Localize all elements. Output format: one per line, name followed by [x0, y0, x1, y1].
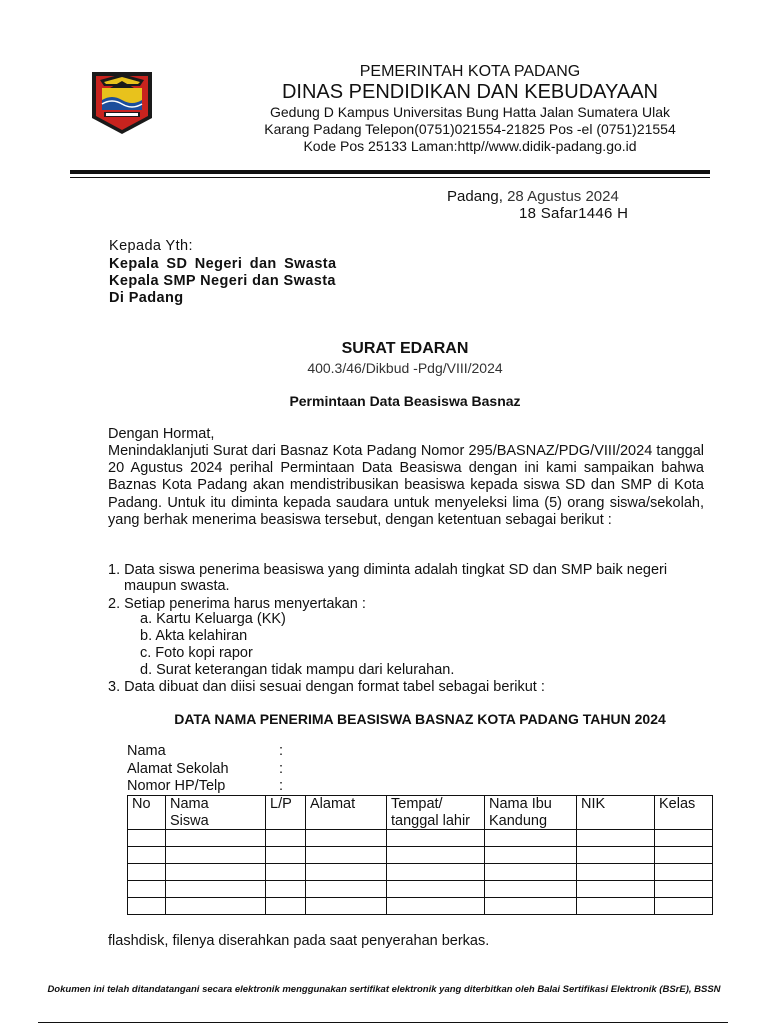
table-row [128, 847, 713, 864]
table-cell [166, 830, 266, 847]
recipient-line-3: Di Padang [109, 290, 184, 306]
col-header-alamat: Alamat [306, 796, 387, 830]
table-cell [577, 881, 655, 898]
col-header-nama-ibu: Nama Ibu Kandung [485, 796, 577, 830]
table-row [128, 864, 713, 881]
table-cell [266, 898, 306, 915]
table-cell [655, 847, 713, 864]
list-subitem-b: b. Akta kelahiran [140, 628, 248, 644]
table-cell [485, 847, 577, 864]
list-subitem-c: c. Foto kopi rapor [140, 645, 253, 661]
list-item-2: 2. Setiap penerima harus menyertakan : [108, 596, 366, 612]
recipient-data-table [127, 795, 713, 915]
date-hijri: 18 Safar1446 H [519, 205, 629, 222]
table-cell [166, 864, 266, 881]
body-paragraph: Menindaklanjuti Surat dari Basnaz Kota Padang Nomor 295/BASNAZ/PDG/VIII/2024 tanggal 20 Agustus 2024 perihal Permintaan Data Beasiswa dengan ini kami sampaikan bahwa Baznas Kota Padang akan mendistribusikan beasiswa kepada siswa SD dan SMP di Kota Padang. Untuk itu diminta kepada saudara untuk menyeleksi lima (5) orang siswa/sekolah, yang berhak menerima beasiswa tersebut, dengan ketentuan sebagai berikut : [108, 443, 704, 528]
field-label: Alamat Sekolah [127, 761, 229, 777]
e-signature-footer: Dokumen ini telah ditandatangani secara elektronik menggunakan sertifikat elektronik yang diterbitkan oleh Balai Sertifikasi Elektronik (BSrE), BSSN [47, 984, 721, 995]
recipient-greeting: Kepada Yth: [109, 238, 193, 254]
data-form-title: DATA NAMA PENERIMA BEASISWA BASNAZ KOTA PADANG TAHUN 2024 [174, 711, 666, 727]
header-department: DINAS PENDIDIKAN DAN KEBUDAYAAN [281, 81, 658, 103]
table-cell [655, 898, 713, 915]
table-cell [128, 830, 166, 847]
table-cell [485, 881, 577, 898]
field-colon: : [279, 743, 284, 759]
table-row [128, 881, 713, 898]
list-item-1: 1. Data siswa penerima beasiswa yang diminta adalah tingkat SD dan SMP baik negeri [108, 562, 668, 578]
table-cell [387, 898, 485, 915]
letter-title: SURAT EDARAN [341, 340, 469, 357]
col-header-kelas: Kelas [655, 796, 713, 830]
table-cell [128, 847, 166, 864]
table-cell [128, 881, 166, 898]
table-cell [166, 847, 266, 864]
table-cell [266, 864, 306, 881]
table-cell [306, 898, 387, 915]
table-cell [577, 864, 655, 881]
date-place: Padang, [447, 188, 503, 205]
recipient-line-2: Kepala SMP Negeri dan Swasta [109, 273, 336, 289]
table-cell [387, 830, 485, 847]
header-government: PEMERINTAH KOTA PADANG [359, 63, 581, 80]
table-cell [306, 830, 387, 847]
list-subitem-d: d. Surat keterangan tidak mampu dari kelurahan. [140, 662, 455, 678]
list-item-1-cont: maupun swasta. [124, 578, 230, 594]
col-header-nama-siswa: Nama Siswa [166, 796, 266, 830]
table-cell [655, 864, 713, 881]
form-field-nama [127, 743, 283, 759]
col-header-nik: NIK [577, 796, 655, 830]
col-header-no: No [128, 796, 166, 830]
table-cell [577, 898, 655, 915]
letter-subject: Permintaan Data Beasiswa Basnaz [289, 393, 521, 409]
padang-coat-of-arms-icon [90, 70, 154, 136]
table-cell [387, 881, 485, 898]
field-label: Nama [127, 743, 166, 759]
table-cell [306, 881, 387, 898]
table-row [128, 898, 713, 915]
field-label: Nomor HP/Telp [127, 778, 226, 794]
header-address-2: Karang Padang Telepon(0751)021554-21825 Pos -el (0751)21554 [264, 121, 676, 137]
table-cell [166, 881, 266, 898]
form-field-alamat-sekolah [127, 761, 283, 777]
form-field-nomor-hp [127, 778, 283, 794]
table-cell [266, 847, 306, 864]
table-cell [485, 864, 577, 881]
letter-date [447, 188, 619, 205]
list-item-3: 3. Data dibuat dan diisi sesuai dengan format tabel sebagai berikut : [108, 679, 545, 695]
table-cell [166, 898, 266, 915]
table-cell [128, 864, 166, 881]
letter-number: 400.3/46/Dikbud -Pdg/VIII/2024 [307, 360, 503, 376]
table-cell [485, 830, 577, 847]
salutation: Dengan Hormat, [108, 426, 215, 442]
table-cell [266, 881, 306, 898]
table-cell [128, 898, 166, 915]
footer-divider [38, 1022, 728, 1023]
table-cell [485, 898, 577, 915]
table-header-row [128, 796, 713, 830]
closing-text: flashdisk, filenya diserahkan pada saat penyerahan berkas. [108, 933, 490, 949]
field-colon: : [279, 761, 284, 777]
table-cell [655, 830, 713, 847]
field-colon: : [279, 778, 284, 794]
table-cell [266, 830, 306, 847]
table-cell [577, 847, 655, 864]
col-header-ttl: Tempat/ tanggal lahir [387, 796, 485, 830]
table-row [128, 830, 713, 847]
header-divider-thick [70, 170, 710, 174]
table-cell [306, 847, 387, 864]
header-address-3: Kode Pos 25133 Laman:http//www.didik-padang.go.id [303, 138, 637, 154]
table-cell [387, 847, 485, 864]
table-cell [577, 830, 655, 847]
recipient-line-1: Kepala SD Negeri dan Swasta [109, 256, 337, 272]
header-divider-thin [70, 177, 710, 178]
col-header-lp: L/P [266, 796, 306, 830]
list-subitem-a: a. Kartu Keluarga (KK) [140, 611, 286, 627]
table-cell [306, 864, 387, 881]
table-cell [387, 864, 485, 881]
date-gregorian: 28 Agustus 2024 [507, 188, 619, 205]
table-cell [655, 881, 713, 898]
header-address-1: Gedung D Kampus Universitas Bung Hatta Jalan Sumatera Ulak [270, 104, 670, 120]
